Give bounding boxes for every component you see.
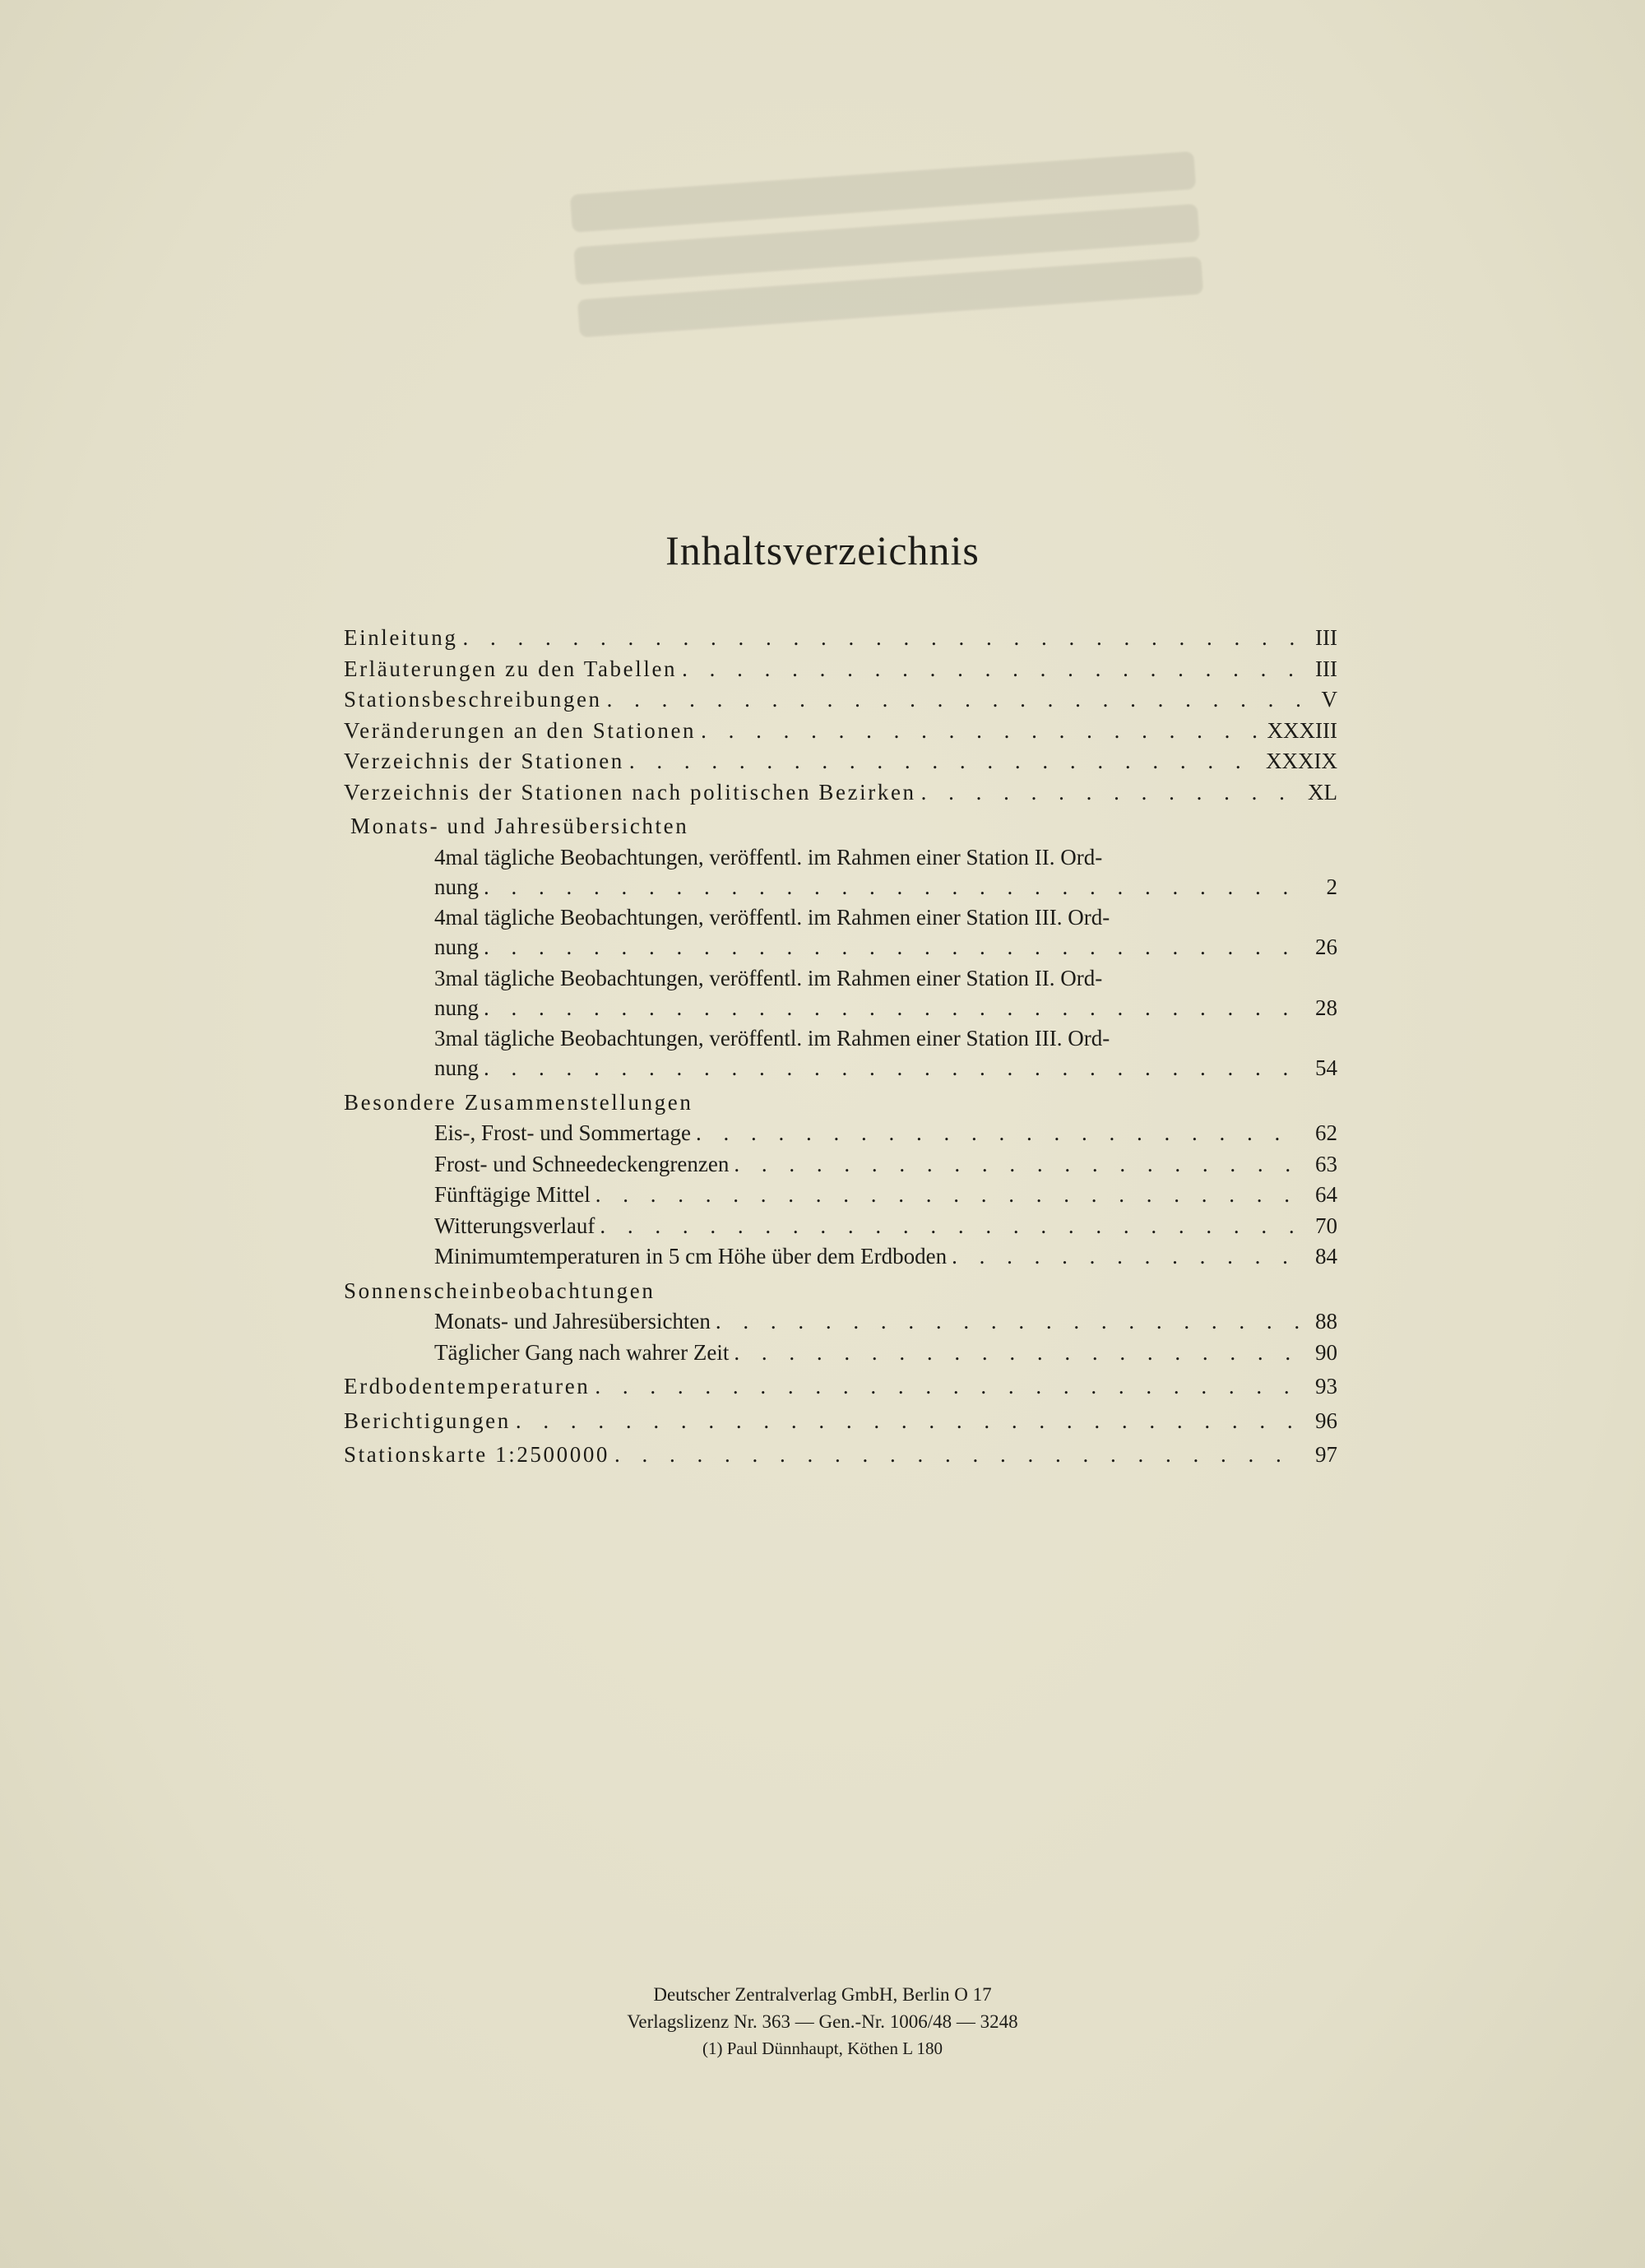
leader-dots <box>952 1241 1300 1273</box>
toc-entry-page: XXXIII <box>1267 717 1337 743</box>
leader-dots <box>516 1406 1300 1437</box>
toc-entry-label: Eis-, Frost- und Sommertage <box>434 1120 691 1145</box>
toc-entry <box>344 684 1337 716</box>
toc-entry-page: 84 <box>1315 1244 1337 1269</box>
toc-entry-page: 70 <box>1315 1213 1337 1238</box>
toc-entry-label: Erdbodentemperaturen <box>344 1374 591 1398</box>
leader-dots <box>484 872 1300 903</box>
leader-dots <box>716 1306 1300 1338</box>
leader-dots <box>484 993 1300 1024</box>
toc-entry-page: 63 <box>1315 1151 1337 1176</box>
toc-entry-label: Frost- und Schneedeckengrenzen <box>434 1151 730 1176</box>
toc-entry <box>344 654 1337 685</box>
toc-entry <box>344 1406 1337 1437</box>
toc-entry-label: Einleitung <box>344 625 458 650</box>
leader-dots <box>462 623 1300 654</box>
leader-dots <box>734 1338 1300 1369</box>
toc-entry-label: Berichtigungen <box>344 1408 511 1433</box>
toc-entry-label: Stationsbeschreibungen <box>344 687 602 712</box>
toc-entry-label: nung <box>434 874 479 899</box>
toc-subentry <box>344 1241 1337 1273</box>
leader-dots <box>696 1118 1300 1149</box>
toc-entry-page: 96 <box>1315 1408 1337 1433</box>
section-heading: Monats- und Jahresübersichten <box>350 814 689 838</box>
page-title: Inhaltsverzeichnis <box>665 527 980 573</box>
toc-entry-page: 64 <box>1315 1182 1337 1207</box>
toc-entry-line1: 3mal tägliche Beobachtungen, veröffentl. im Rahmen einer Station III. Ord- <box>434 1026 1110 1051</box>
toc-entry-label: Veränderungen an den Stationen <box>344 717 697 743</box>
publisher-imprint <box>0 1981 1645 2062</box>
leader-dots <box>595 1371 1300 1403</box>
toc-subentry <box>344 1053 1337 1084</box>
toc-subentry <box>344 1118 1337 1149</box>
toc-subentry <box>344 932 1337 963</box>
toc-entry-page: 2 <box>1326 874 1337 899</box>
toc-entry-page: XXXIX <box>1266 749 1337 773</box>
toc-entry-page: 88 <box>1315 1309 1337 1333</box>
toc-entry-page: 90 <box>1315 1339 1337 1365</box>
toc-entry-page: 28 <box>1315 995 1337 1020</box>
table-of-contents <box>344 623 1337 1471</box>
toc-entry-page: 62 <box>1315 1120 1337 1145</box>
section-heading: Besondere Zusammenstellungen <box>344 1089 693 1115</box>
leader-dots <box>921 777 1300 809</box>
toc-entry-page: 54 <box>1315 1055 1337 1080</box>
imprint-publisher: Deutscher Zentralverlag GmbH, Berlin O 17 <box>653 1984 992 2005</box>
toc-entry-label: Witterungsverlauf <box>434 1213 595 1238</box>
toc-entry-label: nung <box>434 1055 479 1080</box>
imprint-printer: (1) Paul Dünnhaupt, Köthen L 180 <box>702 2038 943 2058</box>
toc-subentry <box>344 1306 1337 1338</box>
leader-dots <box>701 716 1262 747</box>
leader-dots <box>600 1211 1300 1242</box>
toc-entry-page: XL <box>1308 779 1337 805</box>
toc-entry-page: 26 <box>1315 935 1337 959</box>
leader-dots <box>595 1180 1300 1211</box>
leader-dots <box>629 746 1261 777</box>
toc-entry-page: 93 <box>1315 1374 1337 1398</box>
toc-entry-label: nung <box>434 995 479 1020</box>
toc-entry-label: Minimumtemperaturen in 5 cm Höhe über dem Erdboden <box>434 1244 948 1269</box>
toc-entry <box>344 777 1337 809</box>
leader-dots <box>607 684 1300 716</box>
imprint-license: Verlagslizenz Nr. 363 — Gen.-Nr. 1006/48 — 3248 <box>627 2011 1018 2032</box>
toc-entry <box>344 1371 1337 1403</box>
toc-subentry <box>344 1211 1337 1242</box>
toc-entry-label: Monats- und Jahresübersichten <box>434 1309 711 1333</box>
leader-dots <box>682 654 1300 685</box>
toc-subentry <box>344 993 1337 1024</box>
leader-dots <box>484 1053 1300 1084</box>
toc-entry-line1: 4mal tägliche Beobachtungen, veröffentl. im Rahmen einer Station II. Ord- <box>434 844 1103 870</box>
toc-entry <box>344 1440 1337 1471</box>
toc-entry-label: Verzeichnis der Stationen nach politischen Bezirken <box>344 779 916 805</box>
toc-entry-label: nung <box>434 935 479 959</box>
toc-entry-label: Fünftägige Mittel <box>434 1182 591 1207</box>
toc-subentry <box>344 1149 1337 1180</box>
toc-entry <box>344 716 1337 747</box>
toc-entry-page: 97 <box>1315 1442 1337 1467</box>
leader-dots <box>614 1440 1300 1471</box>
toc-subentry <box>344 1180 1337 1211</box>
toc-entry-label: Täglicher Gang nach wahrer Zeit <box>434 1339 730 1365</box>
section-heading: Sonnenscheinbeobachtungen <box>344 1278 656 1303</box>
toc-entry-label: Erläuterungen zu den Tabellen <box>344 656 678 681</box>
toc-entry-line1: 3mal tägliche Beobachtungen, veröffentl. im Rahmen einer Station II. Ord- <box>434 965 1103 990</box>
leader-dots <box>484 932 1300 963</box>
toc-entry-page: III <box>1315 656 1337 681</box>
toc-subentry <box>344 872 1337 903</box>
show-through-text <box>570 151 1207 383</box>
toc-subentry <box>344 1338 1337 1369</box>
toc-entry-page: V <box>1321 687 1337 712</box>
toc-entry <box>344 746 1337 777</box>
toc-entry-label: Stationskarte 1:2500000 <box>344 1442 610 1467</box>
toc-entry <box>344 623 1337 654</box>
toc-entry-line1: 4mal tägliche Beobachtungen, veröffentl. im Rahmen einer Station III. Ord- <box>434 905 1110 930</box>
leader-dots <box>734 1149 1300 1180</box>
toc-entry-page: III <box>1315 625 1337 650</box>
toc-entry-label: Verzeichnis der Stationen <box>344 749 624 773</box>
